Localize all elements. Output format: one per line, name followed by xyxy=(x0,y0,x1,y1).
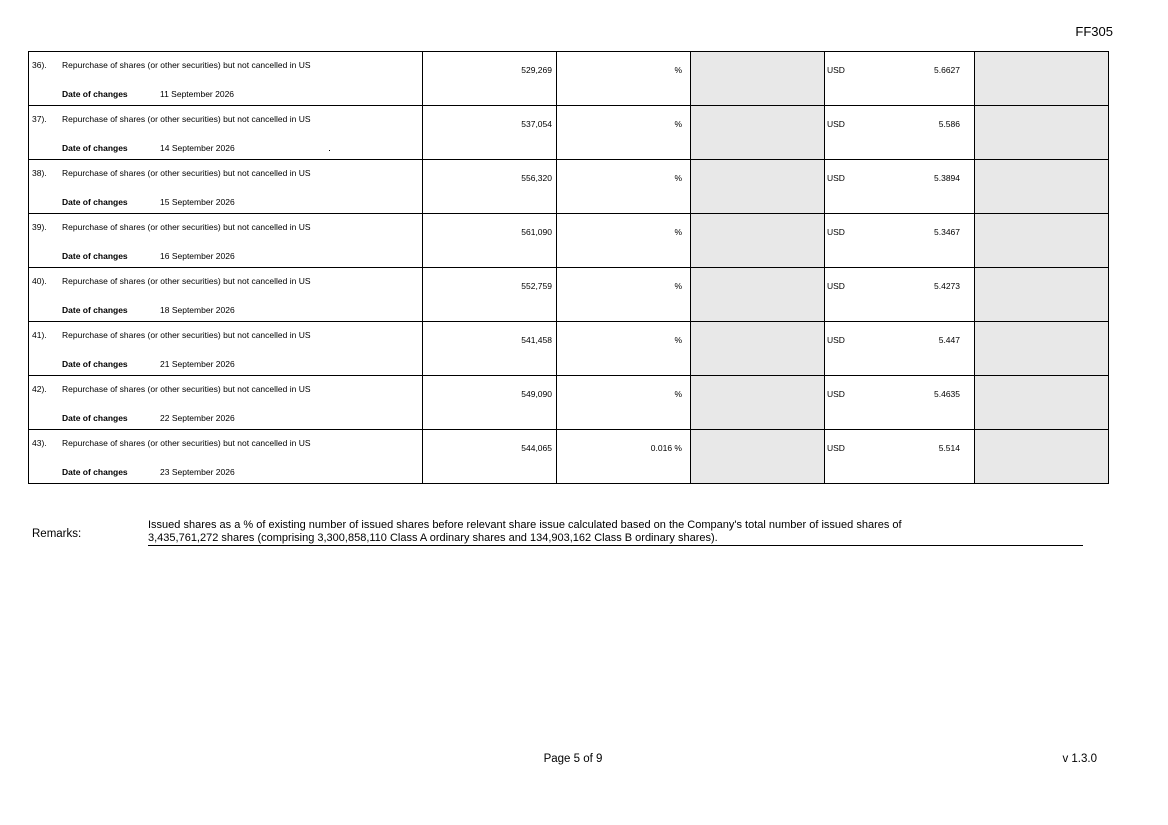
percent-value: % xyxy=(674,335,682,345)
shaded-cell xyxy=(691,268,825,322)
percent-cell xyxy=(557,376,691,430)
table-row xyxy=(29,322,1109,376)
shaded-cell xyxy=(691,430,825,484)
date-label: Date of changes xyxy=(62,413,128,423)
shares-cell xyxy=(423,106,557,160)
shaded-cell xyxy=(975,268,1109,322)
share-count: 529,269 xyxy=(521,65,552,75)
remarks-line-2: 3,435,761,272 shares (comprising 3,300,858,110 Class A ordinary shares and 134,903,162 Class B ordinary shares). xyxy=(148,532,718,544)
form-code: FF305 xyxy=(1075,24,1113,39)
event-description: Repurchase of shares (or other securities) but not cancelled in US xyxy=(62,114,311,124)
date-label: Date of changes xyxy=(62,143,128,153)
shares-cell xyxy=(423,160,557,214)
version-label: v 1.3.0 xyxy=(1062,753,1097,765)
share-count: 556,320 xyxy=(521,173,552,183)
shares-cell xyxy=(423,430,557,484)
date-label: Date of changes xyxy=(62,89,128,99)
date-label: Date of changes xyxy=(62,467,128,477)
description-cell xyxy=(29,322,423,376)
price-value: 5.586 xyxy=(938,119,960,129)
repurchase-table xyxy=(28,51,1109,484)
date-value: 22 September 2026 xyxy=(160,413,235,423)
currency-label: USD xyxy=(827,119,845,129)
table-row xyxy=(29,376,1109,430)
shares-cell xyxy=(423,376,557,430)
row-number: 37). xyxy=(32,114,47,124)
shaded-cell xyxy=(691,106,825,160)
price-cell xyxy=(825,52,975,106)
description-cell xyxy=(29,214,423,268)
percent-value: % xyxy=(674,389,682,399)
share-count: 541,458 xyxy=(521,335,552,345)
event-description: Repurchase of shares (or other securities) but not cancelled in US xyxy=(62,330,311,340)
date-value: 16 September 2026 xyxy=(160,251,235,261)
shaded-cell xyxy=(691,214,825,268)
shaded-cell xyxy=(975,322,1109,376)
percent-cell xyxy=(557,106,691,160)
price-value: 5.3467 xyxy=(934,227,960,237)
date-label: Date of changes xyxy=(62,251,128,261)
remarks-line-1: Issued shares as a % of existing number of issued shares before relevant share issue calculated based on the Company's total number of issued shares of xyxy=(148,519,902,531)
date-value: 11 September 2026 xyxy=(160,89,235,99)
share-count: 544,065 xyxy=(521,443,552,453)
date-value: 14 September 2026 xyxy=(160,143,235,153)
shares-cell xyxy=(423,322,557,376)
price-value: 5.4273 xyxy=(934,281,960,291)
description-cell xyxy=(29,160,423,214)
shaded-cell xyxy=(691,322,825,376)
row-number: 41). xyxy=(32,330,47,340)
row-number: 43). xyxy=(32,438,47,448)
percent-cell xyxy=(557,52,691,106)
price-value: 5.3894 xyxy=(934,173,960,183)
price-value: 5.4635 xyxy=(934,389,960,399)
remarks-label: Remarks: xyxy=(32,528,82,540)
date-label: Date of changes xyxy=(62,305,128,315)
row-number: 39). xyxy=(32,222,47,232)
description-cell xyxy=(29,268,423,322)
price-value: 5.6627 xyxy=(934,65,960,75)
date-label: Date of changes xyxy=(62,197,128,207)
percent-value: % xyxy=(674,119,682,129)
shaded-cell xyxy=(691,52,825,106)
share-count: 537,054 xyxy=(521,119,552,129)
price-value: 5.514 xyxy=(938,443,960,453)
row-number: 36). xyxy=(32,60,47,70)
currency-label: USD xyxy=(827,65,845,75)
price-cell xyxy=(825,376,975,430)
shaded-cell xyxy=(975,430,1109,484)
description-cell xyxy=(29,106,423,160)
shares-cell xyxy=(423,268,557,322)
table-row xyxy=(29,430,1109,484)
date-value: 15 September 2026 xyxy=(160,197,235,207)
shaded-cell xyxy=(975,160,1109,214)
date-value: 23 September 2026 xyxy=(160,467,235,477)
currency-label: USD xyxy=(827,173,845,183)
percent-value: 0.016 % xyxy=(650,443,682,453)
shaded-cell xyxy=(975,214,1109,268)
percent-cell xyxy=(557,214,691,268)
table-row xyxy=(29,106,1109,160)
percent-value: % xyxy=(674,281,682,291)
percent-cell xyxy=(557,160,691,214)
share-count: 549,090 xyxy=(521,389,552,399)
event-description: Repurchase of shares (or other securities) but not cancelled in US xyxy=(62,222,311,232)
row-number: 42). xyxy=(32,384,47,394)
share-count: 552,759 xyxy=(521,281,552,291)
price-value: 5.447 xyxy=(938,335,960,345)
event-description: Repurchase of shares (or other securities) but not cancelled in US xyxy=(62,168,311,178)
description-cell xyxy=(29,430,423,484)
share-count: 561,090 xyxy=(521,227,552,237)
shaded-cell xyxy=(975,376,1109,430)
shaded-cell xyxy=(691,160,825,214)
description-cell xyxy=(29,52,423,106)
price-cell xyxy=(825,214,975,268)
currency-label: USD xyxy=(827,227,845,237)
currency-label: USD xyxy=(827,389,845,399)
event-description: Repurchase of shares (or other securities) but not cancelled in US xyxy=(62,384,311,394)
price-cell xyxy=(825,268,975,322)
percent-cell xyxy=(557,322,691,376)
shaded-cell xyxy=(691,376,825,430)
percent-cell xyxy=(557,430,691,484)
table-row xyxy=(29,214,1109,268)
date-value: 21 September 2026 xyxy=(160,359,235,369)
event-description: Repurchase of shares (or other securities) but not cancelled in US xyxy=(62,276,311,286)
shares-cell xyxy=(423,52,557,106)
price-cell xyxy=(825,430,975,484)
shaded-cell xyxy=(975,52,1109,106)
currency-label: USD xyxy=(827,335,845,345)
price-cell xyxy=(825,322,975,376)
table-row xyxy=(29,52,1109,106)
shares-cell xyxy=(423,214,557,268)
row-number: 38). xyxy=(32,168,47,178)
percent-value: % xyxy=(674,65,682,75)
shaded-cell xyxy=(975,106,1109,160)
event-description: Repurchase of shares (or other securities) but not cancelled in US xyxy=(62,60,311,70)
price-cell xyxy=(825,160,975,214)
price-cell xyxy=(825,106,975,160)
percent-value: % xyxy=(674,173,682,183)
table-row xyxy=(29,268,1109,322)
percent-cell xyxy=(557,268,691,322)
date-value: 18 September 2026 xyxy=(160,305,235,315)
event-description: Repurchase of shares (or other securities) but not cancelled in US xyxy=(62,438,311,448)
remarks-text xyxy=(148,519,1083,546)
page-number: Page 5 of 9 xyxy=(543,753,603,765)
table-row xyxy=(29,160,1109,214)
currency-label: USD xyxy=(827,281,845,291)
currency-label: USD xyxy=(827,443,845,453)
row-number: 40). xyxy=(32,276,47,286)
date-label: Date of changes xyxy=(62,359,128,369)
percent-value: % xyxy=(674,227,682,237)
description-cell xyxy=(29,376,423,430)
